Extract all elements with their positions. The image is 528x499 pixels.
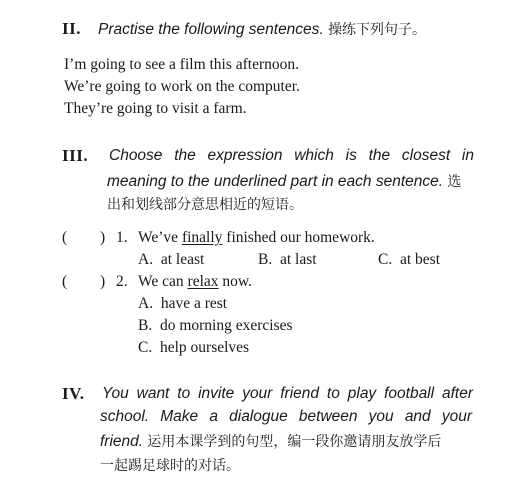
option-text: at least [160, 251, 205, 268]
question-1-option-c [378, 251, 440, 269]
question-2-option-b [138, 317, 293, 335]
answer-bracket-close-2: ) [100, 273, 106, 290]
section-3-line-2-sep: . [438, 173, 444, 190]
question-1-underlined: finally [181, 229, 223, 246]
section-3-instruction-line-1: Choose the expression which is the closest in [109, 147, 474, 164]
question-1-option-b [258, 251, 317, 269]
question-1-number: 1. [116, 229, 128, 246]
section-2-numeral: II. [62, 19, 81, 38]
section-2-heading [98, 19, 426, 39]
answer-bracket-open-1: ( [62, 229, 68, 246]
option-letter: C. [378, 251, 393, 268]
section-3-instruction-line-3: 出和划线部分意思相近的短语。 [107, 197, 303, 213]
section-4-line-3-en: friend. [100, 433, 144, 450]
option-letter: A. [138, 251, 154, 268]
answer-bracket-close-1: ) [100, 229, 106, 246]
answer-bracket-open-2: ( [62, 273, 68, 290]
option-text: at last [279, 251, 317, 268]
section-4-numeral: IV. [62, 384, 85, 403]
option-letter: B. [138, 317, 153, 334]
section-2-title: Practise the following sentences [98, 21, 320, 38]
option-letter: C. [138, 339, 153, 356]
question-2-option-a [138, 295, 227, 313]
section-4-line-3-zh: 运用本课学到的句型，编一段你邀请朋友放学后 [147, 434, 442, 450]
option-letter: A. [138, 295, 154, 312]
section-2-title-zh: 操练下列句子。 [328, 22, 427, 38]
question-2-text-before: We can [138, 273, 184, 290]
section-3-line-2-zh: 选 [447, 174, 462, 190]
option-text: have a rest [160, 295, 228, 312]
question-1-option-a [138, 251, 204, 269]
question-2-number: 2. [116, 273, 128, 290]
section-3-line-2-en: meaning to the underlined part in each sentence [107, 173, 439, 190]
section-3-numeral: III. [62, 146, 89, 165]
question-2-underlined: relax [187, 273, 219, 290]
sentence-2: We’re going to work on the computer. [64, 78, 300, 95]
sentence-1: I’m going to see a film this afternoon. [64, 56, 300, 73]
question-1-text-after: finished our homework. [226, 229, 375, 246]
option-text: at best [399, 251, 440, 268]
section-4-instruction-line-4: 一起踢足球时的对话。 [100, 458, 240, 474]
option-text: help ourselves [159, 339, 250, 356]
option-letter: B. [258, 251, 273, 268]
question-2-text [138, 273, 252, 291]
section-3-instruction-line-2 [107, 171, 461, 191]
section-4-instruction-line-3 [100, 431, 441, 451]
section-4-instruction-line-1: You want to invite your friend to play football after [102, 385, 473, 402]
question-1-text [138, 229, 375, 247]
question-1-text-before: We’ve [138, 229, 179, 246]
section-4-instruction-line-2: school. Make a dialogue between you and your [100, 408, 472, 425]
option-text: do morning exercises [159, 317, 293, 334]
sentence-3: They’re going to visit a farm. [64, 100, 247, 117]
question-2-text-after: now. [222, 273, 252, 290]
question-2-option-c [138, 339, 249, 357]
section-2-title-sep: . [319, 21, 324, 38]
